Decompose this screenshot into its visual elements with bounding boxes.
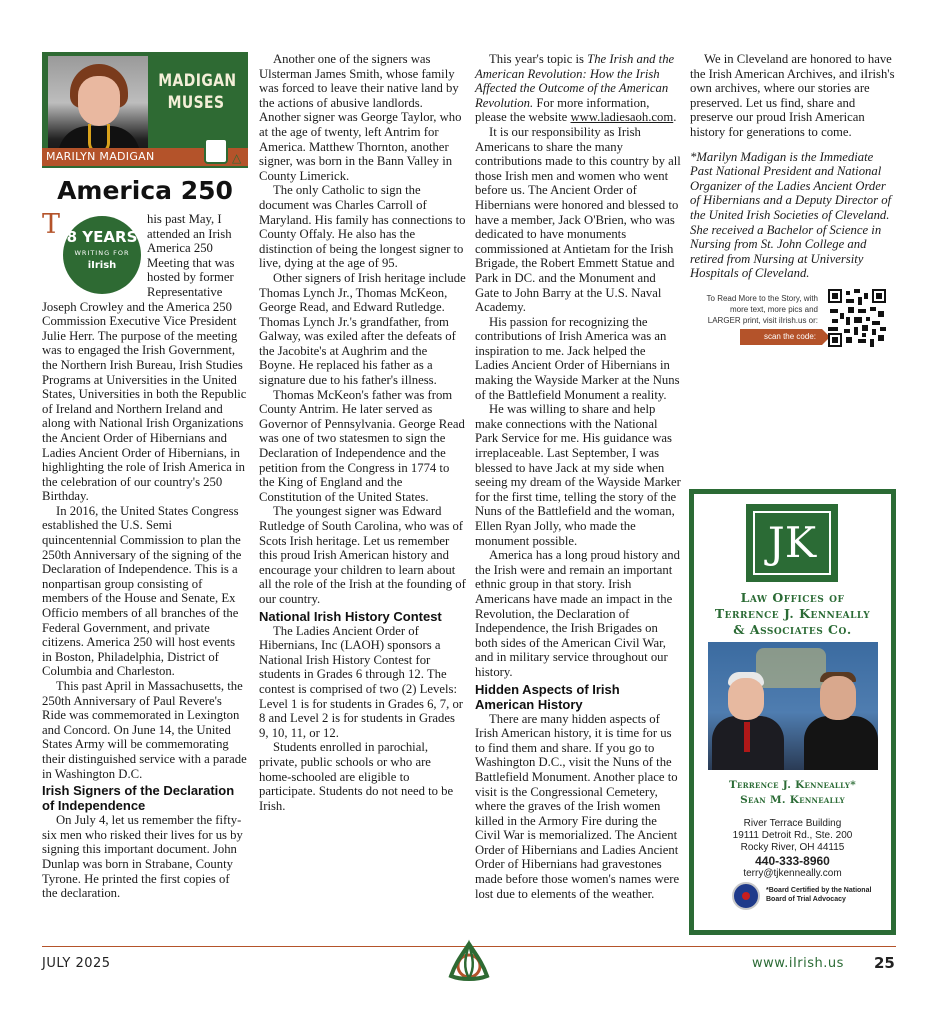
column-3 xyxy=(475,52,682,901)
certification-note: *Board Certified by the National Board of Trial Advocacy xyxy=(766,887,872,903)
celtic-knot-icon: △ xyxy=(232,151,242,165)
firm-name-line-2: Terrence J. Kenneally xyxy=(714,606,871,621)
subheading-contest: National Irish History Contest xyxy=(259,608,442,624)
attorney-name-1: Terrence J. Kenneally* xyxy=(728,779,857,791)
years-writing-badge xyxy=(63,216,141,294)
paragraph: His passion for recognizing the contributions of Irish America was an inspiration to me. Jack helped the Ladies Ancient Order of Hibernians in making the Wayside Marker at the Nuns of the Battlefield Monument a reality. xyxy=(475,314,680,402)
site-url[interactable]: www.iIrish.us xyxy=(752,956,844,971)
paragraph: The Ladies Ancient Order of Hibernians, Inc (LAOH) sponsors a National Irish History Contest for students in Grades 6 through 12. The contest is comprised of two (2) Levels: Level 1 is for students in Grades 6, 7, or 8 and Level 2 is for students in Grades 9, 10, 11, or 12. xyxy=(259,623,464,740)
column-4 xyxy=(690,52,896,353)
law-office-ad[interactable] xyxy=(689,489,896,935)
paragraph: This year's topic is The Irish and the American Revolution: How the Irish Affected the Outcome of the American Revolution. For more information, please the website www.ladiesaoh.com. xyxy=(475,52,677,125)
paragraph: The youngest signer was Edward Rutledge of South Carolina, who was of Scots Irish heritage. Let us remember this proud Irish American history and encourage your children to learn about all the role of the Irish at the founding of our country. xyxy=(259,504,466,606)
office-address: River Terrace Building 19111 Detroit Rd., Ste. 200 Rocky River, OH 44115 440-333-8960 terry@tjkenneally.com xyxy=(694,818,891,880)
paragraph: Thomas McKeon's father was from County Antrim. He later served as Governor of Pennsylvania. George Read was one of two statesmen to sign the Declaration of Independence and the petition from the Congress in 1774 to the King of England and the Constitution of the United States. xyxy=(259,387,465,504)
board-certified-seal-icon xyxy=(732,882,760,910)
firm-name-line-1: Law Offices of xyxy=(740,590,845,605)
dropcap: T xyxy=(42,209,61,240)
crest-icon xyxy=(204,138,228,164)
office-email[interactable]: terry@tjkenneally.com xyxy=(743,868,842,879)
subheading-signers: Irish Signers of the Declaration of Independence xyxy=(42,783,235,814)
paragraph: Another one of the signers was Ulsterman James Smith, whose family was forced to leave their native land by the actions of abusive landlords. Another signer was George Taylor, who at the age of twenty, left Antrim for America. Matthew Thornton, another signer, was born in the Bann Valley in County Limerick. xyxy=(259,52,462,183)
intro-paragraph: T 8 YEARS WRITING FOR iIrish his past May, I attended an Irish America 250 Meeting that was hosted by former Representative Joseph Crowley and the America 250 Commission Executive Vice President Julie Herr. The purpose of the meeting was to engaged the Irish Government, the Northern Irish Bureau, Irish Studies Programs at Universities in the United States, Universities in both the Republic of Ireland and Northern Ireland and along with National Irish Organizations the Ancient Order of Hibernians and Ladies Ancient Order of Hibernians, in highlighting the role of Irish America in the celebration of our country's 250 Birthday. xyxy=(42,209,247,504)
badge-writing-for: WRITING FOR xyxy=(74,249,130,257)
qr-code-icon[interactable] xyxy=(828,289,886,347)
paragraph: On July 4, let us remember the fifty-six men who risked their lives for us by signing this important document. John Dunlap was born in Strabane, County Tyrone. He printed the first copies of the declaration. xyxy=(42,813,243,901)
column-title: MADIGAN MUSES xyxy=(158,71,237,113)
author-name: MARILYN MADIGAN xyxy=(46,150,155,163)
paragraph: We in Cleveland are honored to have the Irish American Archives, and iIrish's own archives, where our stories are preserved. Let us find, share and preserve our proud Irish American history for generations to come. xyxy=(690,52,895,139)
article-headline: America 250 xyxy=(57,176,233,205)
attorney-name-2: Sean M. Kenneally xyxy=(740,794,845,806)
attorneys-photo xyxy=(708,642,878,770)
celtic-knot-logo-icon xyxy=(443,938,495,990)
contest-topic: The Irish and the American Revolution: How the Irish Affected the Outcome of the American Revolution. xyxy=(475,52,675,110)
author-bio: *Marilyn Madigan is the Immediate Past National President and National Organizer of the Ladies Ancient Order of Hibernians and a Deputy Director of the United Irish Societies of Cleveland. She received a Bachelor of Science in Nursing from St. John College and retired from Nursing at University Hospitals of Cleveland. xyxy=(690,149,892,281)
column-2 xyxy=(259,52,466,813)
paragraph: In 2016, the United States Congress established the U.S. Semi quincentennial Commission to plan the 250th Anniversary of the signing of the Declaration of Independence. This is a nonpartisan group consisting of members of the House and Senate, Ex Officio members of all branches of the Federal Government, and private citizens. America 250 will host events in Boston, Philadelphia, District of Columbia and Charleston. xyxy=(42,503,242,679)
firm-name-line-3: & Associates Co. xyxy=(733,622,852,637)
qr-promo xyxy=(690,289,896,353)
badge-brand: iIrish xyxy=(87,260,117,271)
jk-logo: JK xyxy=(746,504,838,582)
paragraph: Other signers of Irish heritage include Thomas Lynch Jr., Thomas McKeon, George Read, and Edward Rutledge. Thomas Lynch Jr.'s grandfather, from Galway, was exiled after the defeats of the Jacobite's at Aughrim and the Boyne. He replaced his father as a signature due to his father's illness. xyxy=(259,270,466,388)
paragraph: America has a long proud history and the Irish were and remain an important ethnic group in that story. Irish Americans have made an impact in the Revolution, the Declaration of Independence, the Irish Brigades on both sides of the American Civil War, and in military service throughout our history. xyxy=(475,548,680,679)
author-photo xyxy=(48,56,148,160)
issue-month: JULY 2025 xyxy=(42,956,111,971)
paragraph: The only Catholic to sign the document was Charles Carroll of Maryland. His family has connections to County Offaly. He also has the distinction of being the longest signer to live, dying at the age of 95. xyxy=(259,183,466,271)
badge-years: 8 YEARS xyxy=(66,228,138,246)
paragraph: It is our responsibility as Irish Americans to share the many contributions made to this country by all those Irish men and women who went before us. The Ancient Order of Hibernians were honored and blessed to have a member, Jack O'Brien, who was dedicated to have monuments commissioned at Antietam for the Irish Brigade, the Robert Emmett Statue and Park in DC. and the Monument and Gate to John Barry at the U.S. Naval Academy. xyxy=(475,124,681,315)
column-1 xyxy=(42,52,248,901)
office-phone[interactable]: 440-333-8960 xyxy=(755,854,830,868)
page-number: 25 xyxy=(874,954,895,972)
qr-promo-text: To Read More to the Story, with more text, more pics and LARGER print, visit iIrish.us or: xyxy=(706,293,818,325)
paragraph: He was willing to share and help make connections with the National Park Service for me. His guidance was irreplaceable. Last September, I was blessed to have Jack at my side when seeing my dream of the Wayside Marker for the first time, telling the story of the Nuns of the Battlefield and the woman, Ellen Ryan Jolly, who made the monument possible. xyxy=(475,402,681,548)
ladiesaoh-link[interactable]: www.ladiesaoh.com xyxy=(570,110,674,125)
column-header-banner xyxy=(42,52,248,168)
paragraph: There are many hidden aspects of Irish American history, it is time for us to find them and share. If you go to Washington D.C., visit the Nuns of the Battlefield Monument. Another place to visit is the Congressional Cemetery, where the graves of the Irish women killed in the Armory Fire during the Civil War is memorialized. The Ancient Order of Hibernians and Ladies Ancient Order of Hibernians had gravestones made before those women's names were lost due to elements of the weather. xyxy=(475,711,680,901)
scan-code-label: scan the code: xyxy=(740,329,822,345)
paragraph: Students enrolled in parochial, private, public schools or who are home-schooled are eligible to participate. Students do not need to be Irish. xyxy=(259,740,454,813)
paragraph: This past April in Massachusetts, the 250th Anniversary of Paul Revere's Ride was commemorated in Lexington and Concord. On June 14, the United States Army will be commemorating their distinguished service with a parade in Washington D.C. xyxy=(42,679,247,781)
subheading-hidden: Hidden Aspects of Irish American History xyxy=(475,681,620,712)
